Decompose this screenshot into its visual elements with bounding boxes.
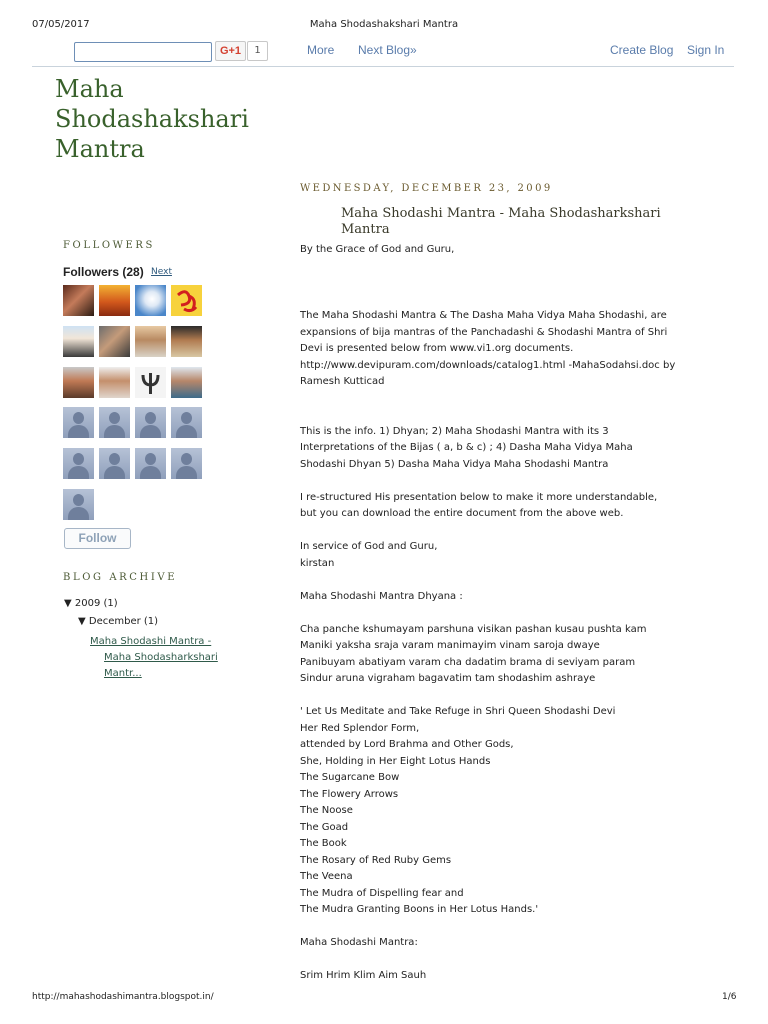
translation-line: The Mudra of Dispelling fear and xyxy=(300,887,464,899)
follower-avatar[interactable] xyxy=(171,367,202,398)
print-title: Maha Shodashakshari Mantra xyxy=(309,19,459,30)
body-line: Interpretations of the Bijas ( a, b & c) ; 4) Dasha Maha Vidya Maha xyxy=(300,442,633,453)
body-line: In service of God and Guru, xyxy=(300,541,438,552)
body-line: This is the info. 1) Dhyan; 2) Maha Shodashi Mantra with its 3 xyxy=(300,425,609,437)
blog-title-line: Mantra xyxy=(55,135,145,163)
translation-line: The Flowery Arrows xyxy=(300,788,399,800)
print-footer xyxy=(0,990,768,1010)
verse-line: Sindur aruna vigraham bagavatim tam shodashim ashraye xyxy=(300,673,596,684)
follower-avatar[interactable] xyxy=(99,285,130,316)
blog-title[interactable] xyxy=(55,74,275,164)
follower-avatar-placeholder[interactable] xyxy=(171,448,202,479)
body-line: http://www.devipuram.com/downloads/catalog1.html -MahaSodahsi.doc by xyxy=(300,359,676,371)
blogger-navbar xyxy=(32,38,734,67)
followers-count-label: Followers (28) xyxy=(63,265,144,279)
body-line: kirstan xyxy=(300,557,335,569)
translation-line: The Mudra Granting Boons in Her Lotus Hands.' xyxy=(300,904,539,915)
translation-line: ' Let Us Meditate and Take Refuge in Shri Queen Shodashi Devi xyxy=(300,706,616,717)
next-blog-link[interactable]: Next Blog» xyxy=(358,43,417,57)
follower-avatar[interactable] xyxy=(99,326,130,357)
post-title-line: Maha Shodashi Mantra - Maha Shodasharkshari xyxy=(341,206,661,221)
followers-heading: FOLLOWERS xyxy=(63,240,155,251)
follower-avatar[interactable] xyxy=(63,285,94,316)
mantra-line: Srim Hrim Klim Aim Sauh xyxy=(300,970,427,981)
create-blog-link[interactable]: Create Blog xyxy=(610,43,674,57)
follower-avatar[interactable] xyxy=(135,326,166,357)
follow-button[interactable]: Follow xyxy=(64,528,131,549)
followers-next-link[interactable]: Next xyxy=(151,267,172,277)
translation-line: The Veena xyxy=(300,871,353,882)
archive-post-line: Maha Shodasharkshari xyxy=(104,652,218,663)
dhyana-verse xyxy=(300,622,720,688)
post-body xyxy=(300,242,720,985)
follower-avatar-placeholder[interactable] xyxy=(63,448,94,479)
follower-avatar-placeholder[interactable] xyxy=(99,448,130,479)
translation-line: attended by Lord Brahma and Other Gods, xyxy=(300,739,514,750)
translation-line: The Rosary of Red Ruby Gems xyxy=(300,854,452,866)
follower-avatar[interactable] xyxy=(63,326,94,357)
om-symbol-icon xyxy=(171,285,202,316)
follower-avatar[interactable] xyxy=(171,285,202,316)
body-line: I re-structured His presentation below to make it more understandable, xyxy=(300,491,658,503)
post-title[interactable] xyxy=(341,206,701,238)
follower-avatar-placeholder[interactable] xyxy=(135,448,166,479)
body-line: The Maha Shodashi Mantra & The Dasha Maha Vidya Maha Shodashi, are xyxy=(300,310,667,321)
follower-avatar-placeholder[interactable] xyxy=(99,407,130,438)
post-greeting: By the Grace of God and Guru, xyxy=(300,244,455,255)
search-input[interactable] xyxy=(74,42,212,62)
follower-avatar-placeholder[interactable] xyxy=(63,407,94,438)
restructured-paragraph xyxy=(300,490,720,523)
archive-post-link[interactable] xyxy=(90,634,250,682)
info-paragraph xyxy=(300,424,720,474)
print-page-number: 1/6 xyxy=(722,992,737,1002)
translation-line: She, Holding in Her Eight Lotus Hands xyxy=(300,755,491,767)
translation-line: The Sugarcane Bow xyxy=(300,772,400,783)
translation-line: The Book xyxy=(300,838,347,849)
follower-avatar-placeholder[interactable] xyxy=(171,407,202,438)
dhyana-heading: Maha Shodashi Mantra Dhyana : xyxy=(300,590,463,602)
blog-archive-heading: BLOG ARCHIVE xyxy=(63,572,178,583)
archive-month-toggle[interactable]: ▼ December (1) xyxy=(78,616,159,627)
google-plus-button[interactable]: G+1 xyxy=(215,41,246,61)
blog-title-line: Shodashakshari xyxy=(55,105,249,133)
print-date: 07/05/2017 xyxy=(32,19,90,30)
body-line: but you can download the entire document from the above web. xyxy=(300,508,624,519)
archive-post-line: Mantr... xyxy=(104,668,142,679)
follower-avatar[interactable] xyxy=(99,367,130,398)
sign-in-link[interactable]: Sign In xyxy=(687,43,725,57)
follower-avatar[interactable] xyxy=(135,285,166,316)
print-url: http://mahashodashimantra.blogspot.in/ xyxy=(32,992,214,1002)
body-line: Devi is presented below from www.vi1.org documents. xyxy=(300,343,574,354)
translation-line: The Noose xyxy=(300,805,353,816)
body-line: Ramesh Kutticad xyxy=(300,376,385,387)
post-title-line: Mantra xyxy=(341,222,390,237)
translation-line: The Goad xyxy=(300,821,349,833)
blog-title-line: Maha xyxy=(55,75,124,103)
follower-avatar-placeholder[interactable] xyxy=(63,489,94,520)
archive-year-toggle[interactable]: ▼ 2009 (1) xyxy=(64,598,118,609)
service-paragraph xyxy=(300,539,720,572)
follower-avatar[interactable] xyxy=(171,326,202,357)
print-header xyxy=(0,0,768,28)
follower-avatar[interactable] xyxy=(63,367,94,398)
more-link[interactable]: More xyxy=(307,43,335,57)
body-line: Shodashi Dhyan 5) Dasha Maha Vidya Maha Shodashi Mantra xyxy=(300,458,609,470)
body-line: expansions of bija mantras of the Panchadashi & Shodashi Mantra of Shri xyxy=(300,326,668,338)
translation-paragraph xyxy=(300,704,720,919)
archive-post-line: Maha Shodashi Mantra - xyxy=(90,636,212,647)
verse-line: Maniki yaksha sraja varam manimayim vinam saroja dwaye xyxy=(300,640,600,651)
follower-avatar[interactable] xyxy=(135,367,166,398)
follower-avatar-placeholder[interactable] xyxy=(135,407,166,438)
post-date-header: WEDNESDAY, DECEMBER 23, 2009 xyxy=(300,183,553,194)
verse-line: Panibuyam abatiyam varam cha dadatim brama di seviyam param xyxy=(300,656,636,668)
mantra-heading: Maha Shodashi Mantra: xyxy=(300,937,418,948)
google-plus-count: 1 xyxy=(247,41,268,61)
intro-paragraph xyxy=(300,308,720,391)
translation-line: Her Red Splendor Form, xyxy=(300,722,420,734)
verse-line: Cha panche kshumayam parshuna visikan pashan kusau pushta kam xyxy=(300,623,647,635)
trident-icon xyxy=(135,367,166,398)
